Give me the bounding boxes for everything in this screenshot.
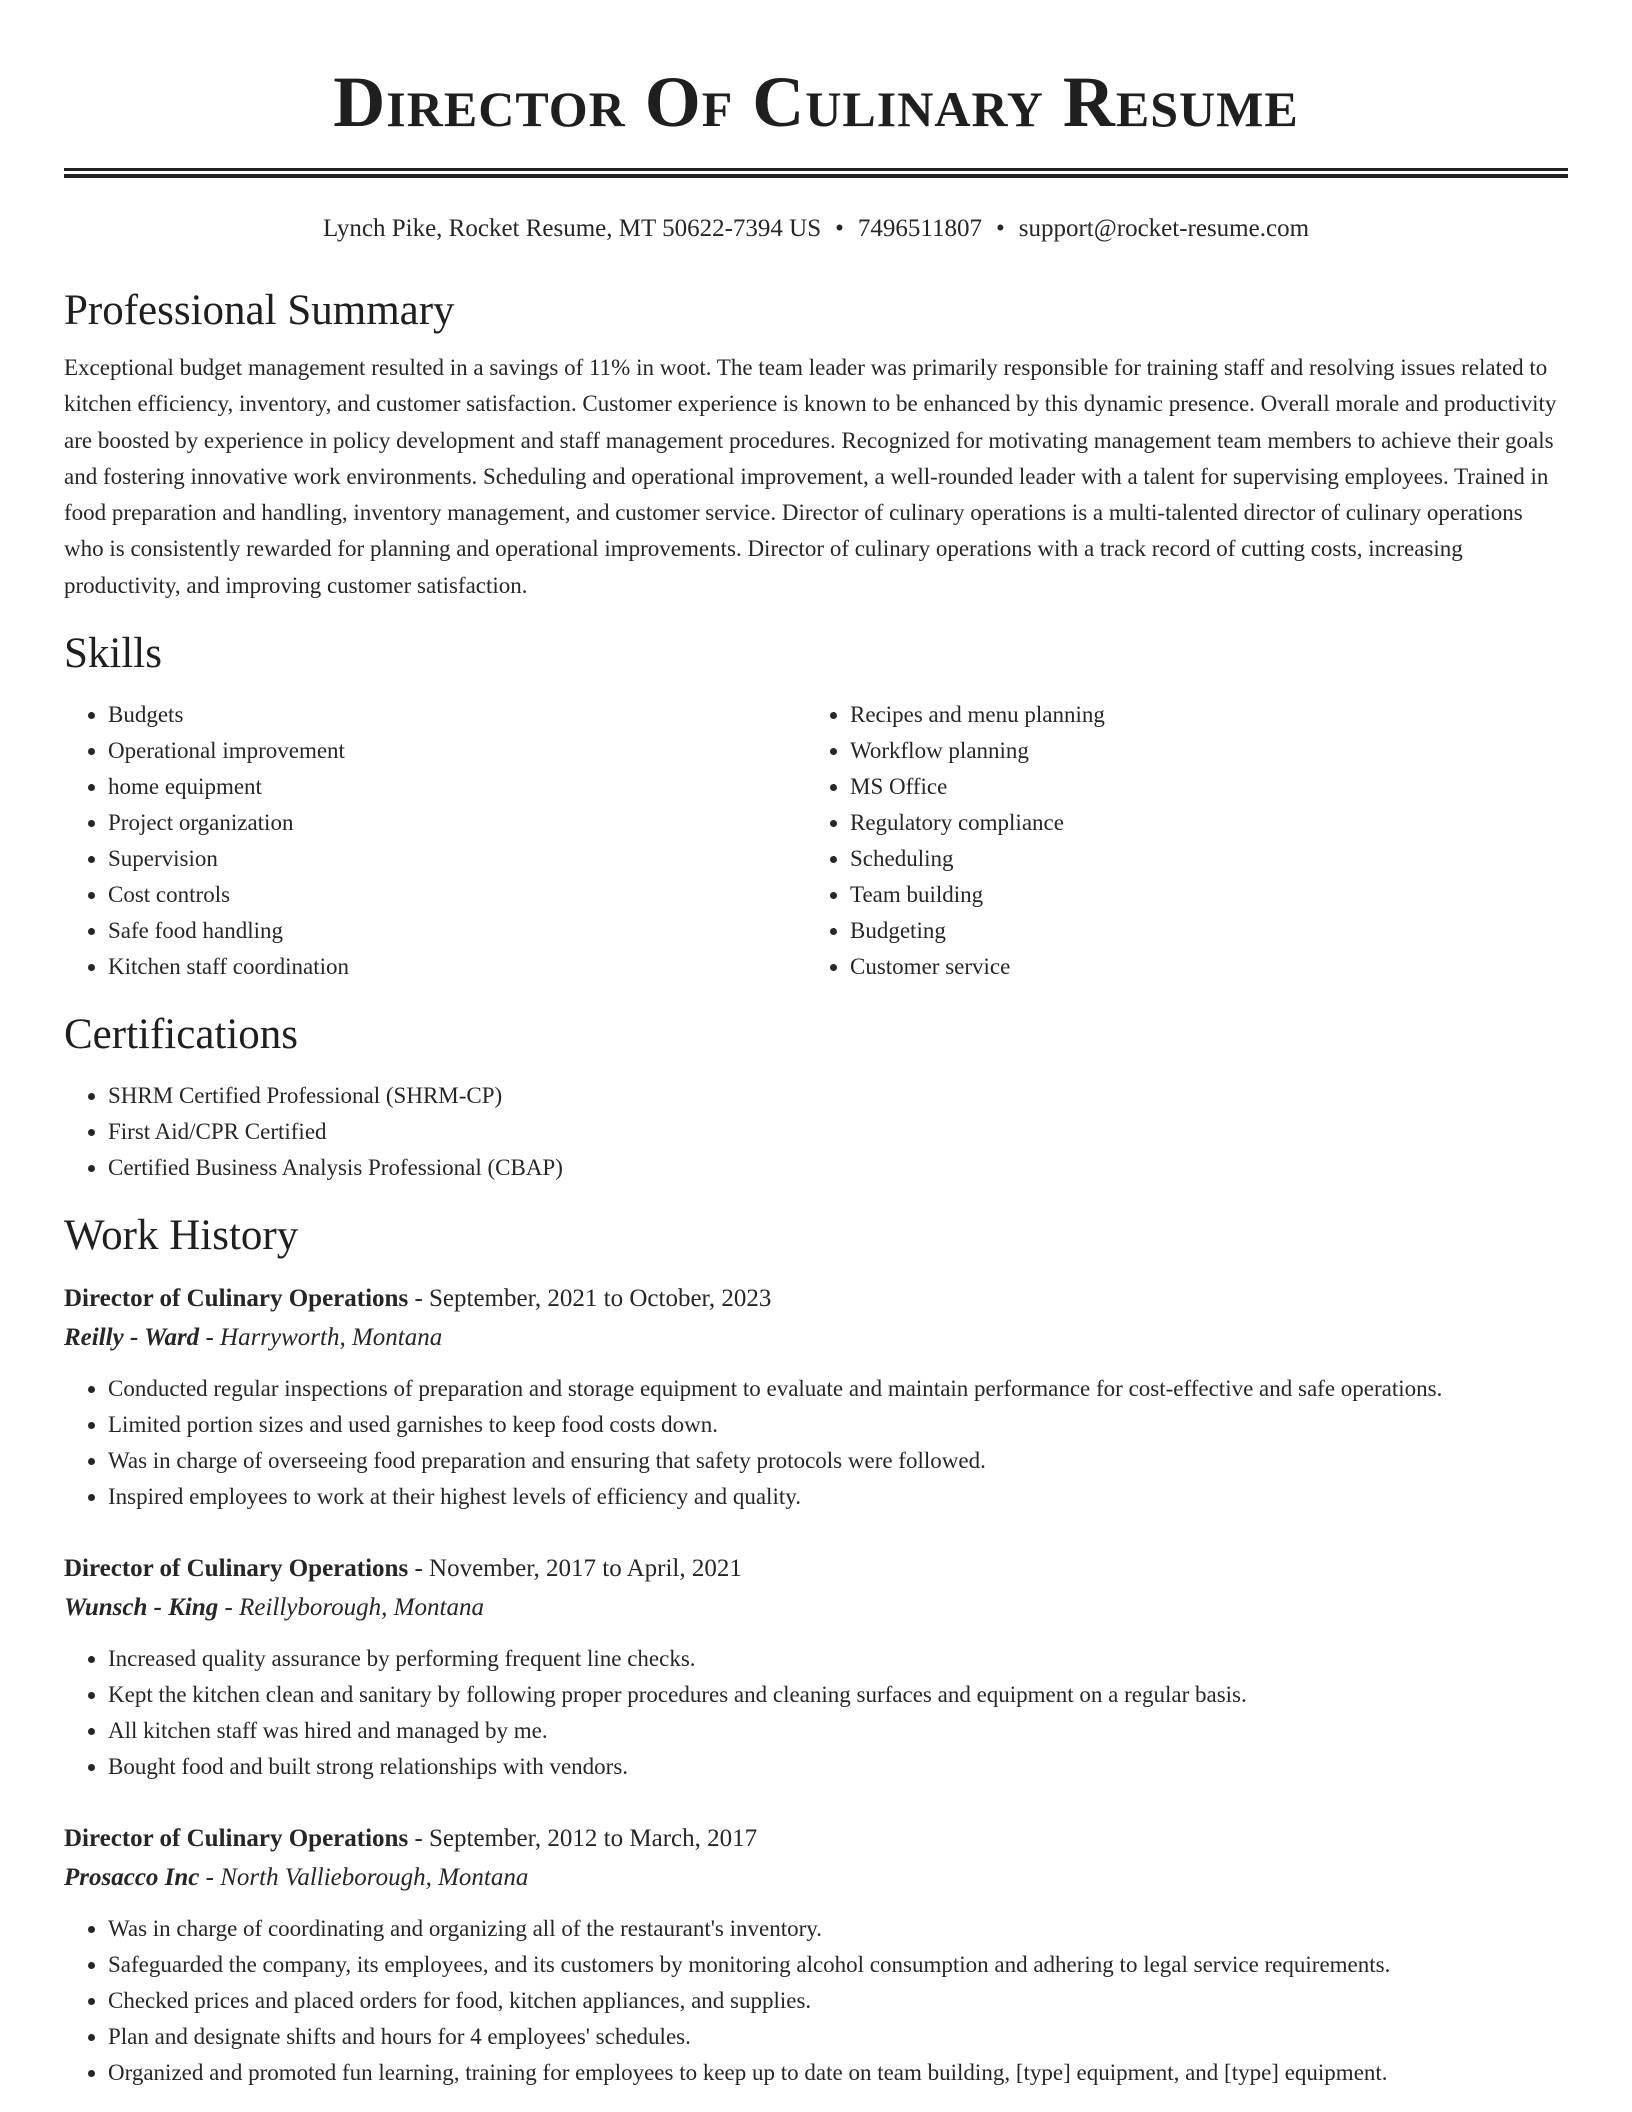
resume-page bbox=[64, 0, 1568, 2091]
job-bullet: • All kitchen staff was hired and managed by me. bbox=[108, 1713, 1568, 1749]
job-company: Reilly - Ward bbox=[64, 1324, 200, 1352]
job-location: - North Vallieborough, Montana bbox=[199, 1864, 529, 1892]
job-entry bbox=[64, 1819, 1568, 2091]
job-title-line bbox=[64, 1279, 1568, 1319]
contact-separator: • bbox=[835, 215, 844, 242]
job-role: Director of Culinary Operations bbox=[64, 1285, 409, 1313]
resume-title: Director Of Culinary Resume bbox=[333, 62, 1299, 142]
job-bullet: • Increased quality assurance by performing frequent line checks. bbox=[108, 1641, 1568, 1677]
job-bullet: • Was in charge of coordinating and organizing all of the restaurant's inventory. bbox=[108, 1911, 1568, 1947]
skill-item: • Supervision bbox=[108, 841, 806, 877]
certification-item: • SHRM Certified Professional (SHRM-CP) bbox=[108, 1078, 1568, 1114]
job-bullets bbox=[64, 1641, 1568, 1785]
job-bullet: • Plan and designate shifts and hours for 4 employees' schedules. bbox=[108, 2019, 1568, 2055]
job-bullet: • Checked prices and placed orders for food, kitchen appliances, and supplies. bbox=[108, 1983, 1568, 2019]
skill-item: • Kitchen staff coordination bbox=[108, 949, 806, 985]
skills-list-left bbox=[64, 697, 806, 985]
job-role: Director of Culinary Operations bbox=[64, 1825, 409, 1853]
certifications-list bbox=[64, 1078, 1568, 1186]
job-bullet: • Safeguarded the company, its employees, and its customers by monitoring alcohol consumption and adhering to legal service requirements. bbox=[108, 1947, 1568, 1983]
skill-item: • Operational improvement bbox=[108, 733, 806, 769]
skill-item: • Workflow planning bbox=[850, 733, 1548, 769]
job-bullet: • Kept the kitchen clean and sanitary by following proper procedures and cleaning surfaces and equipment on a regular basis. bbox=[108, 1677, 1568, 1713]
job-bullet: • Bought food and built strong relationships with vendors. bbox=[108, 1749, 1568, 1785]
job-bullet: • Inspired employees to work at their highest levels of efficiency and quality. bbox=[108, 1479, 1568, 1515]
job-company-line bbox=[64, 1859, 1568, 1897]
skill-item: • Project organization bbox=[108, 805, 806, 841]
section-heading-work-history: Work History bbox=[64, 1212, 299, 1260]
skill-item: • Team building bbox=[850, 877, 1548, 913]
skill-item: • home equipment bbox=[108, 769, 806, 805]
job-role: Director of Culinary Operations bbox=[64, 1555, 409, 1583]
job-dates: - September, 2012 to March, 2017 bbox=[408, 1825, 758, 1853]
job-company: Prosacco Inc bbox=[64, 1864, 200, 1892]
certification-item: • Certified Business Analysis Professional (CBAP) bbox=[108, 1150, 1568, 1186]
skill-item: • Customer service bbox=[850, 949, 1548, 985]
job-dates: - November, 2017 to April, 2021 bbox=[408, 1555, 742, 1583]
section-heading-skills: Skills bbox=[64, 630, 162, 678]
certification-item: • First Aid/CPR Certified bbox=[108, 1114, 1568, 1150]
job-title-line bbox=[64, 1819, 1568, 1859]
contact-phone: 7496511807 bbox=[857, 215, 982, 242]
contact-email: support@rocket-resume.com bbox=[1018, 215, 1310, 242]
job-title-line bbox=[64, 1549, 1568, 1589]
job-company: Wunsch - King bbox=[64, 1594, 219, 1622]
skill-item: • Safe food handling bbox=[108, 913, 806, 949]
contact-address: Lynch Pike, Rocket Resume, MT 50622-7394 US bbox=[322, 215, 822, 242]
skill-item: • Cost controls bbox=[108, 877, 806, 913]
job-bullets bbox=[64, 1911, 1568, 2091]
skills-list-right bbox=[806, 697, 1548, 985]
skill-item: • Budgeting bbox=[850, 913, 1548, 949]
section-heading-certifications: Certifications bbox=[64, 1011, 299, 1059]
job-company-line bbox=[64, 1319, 1568, 1357]
job-location: - Reillyborough, Montana bbox=[218, 1594, 484, 1622]
skill-item: • Recipes and menu planning bbox=[850, 697, 1548, 733]
job-dates: - September, 2021 to October, 2023 bbox=[408, 1285, 772, 1313]
job-bullet: • Was in charge of overseeing food preparation and ensuring that safety protocols were followed. bbox=[108, 1443, 1568, 1479]
skill-item: • Budgets bbox=[108, 697, 806, 733]
contact-separator: • bbox=[995, 215, 1005, 242]
job-bullets bbox=[64, 1371, 1568, 1515]
skill-item: • MS Office bbox=[850, 769, 1548, 805]
contact-line bbox=[64, 214, 1568, 244]
job-bullet: • Limited portion sizes and used garnishes to keep food costs down. bbox=[108, 1407, 1568, 1443]
job-location: - Harryworth, Montana bbox=[199, 1324, 443, 1352]
job-entry bbox=[64, 1549, 1568, 1785]
skill-item: • Scheduling bbox=[850, 841, 1548, 877]
skill-item: • Regulatory compliance bbox=[850, 805, 1548, 841]
job-bullet: • Organized and promoted fun learning, training for employees to keep up to date on team building, [type] equipment, and [type] equipment. bbox=[108, 2055, 1568, 2091]
job-bullet: • Conducted regular inspections of preparation and storage equipment to evaluate and maintain performance for cost-effective and safe operations. bbox=[108, 1371, 1568, 1407]
job-entry bbox=[64, 1279, 1568, 1515]
job-company-line bbox=[64, 1589, 1568, 1627]
title-divider bbox=[64, 168, 1568, 178]
summary-text: Exceptional budget management resulted in a savings of 11% in woot. The team leader was primarily responsible for training staff and resolving issues related to kitchen efficiency, inventory, and customer satisfaction. Customer experience is known to be enhanced by this dynamic presence. Overall morale and productivity are boosted by experience in policy development and staff management procedures. Recognized for motivating management team members to achieve their goals and fostering innovative work environments. Scheduling and operational improvement, a well-rounded leader with a talent for supervising employees. Trained in food preparation and handling, inventory management, and customer service. Director of culinary operations is a multi-talented director of culinary operations who is consistently rewarded for planning and operational improvements. Director of culinary operations with a track record of cutting costs, increasing productivity, and improving customer satisfaction. bbox=[64, 355, 1557, 598]
section-heading-summary: Professional Summary bbox=[64, 287, 455, 334]
skills-columns bbox=[64, 697, 1568, 985]
